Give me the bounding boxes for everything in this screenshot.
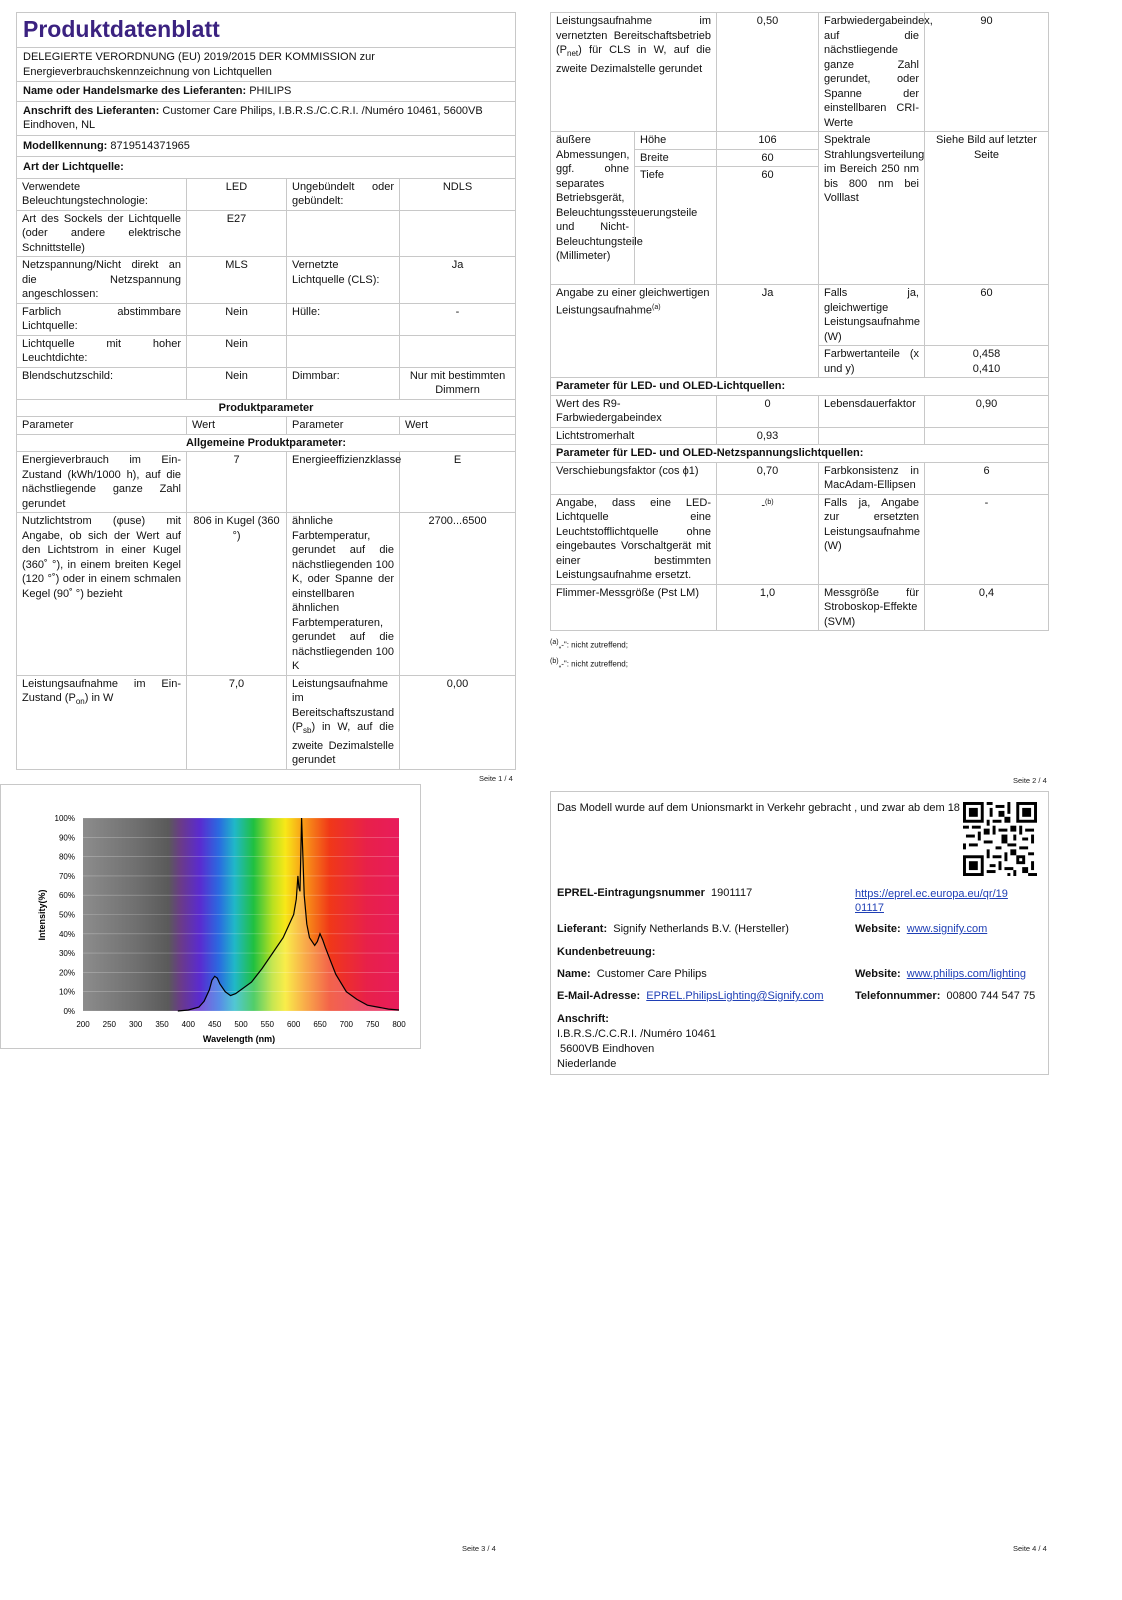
datasheet-table-page-1 [16, 12, 516, 770]
table-row [551, 132, 1049, 150]
param-value: E27 [187, 210, 287, 257]
param-value: 0,70 [717, 462, 819, 494]
param-label: Verschiebungsfaktor (cos ϕ1) [551, 462, 717, 494]
column-header: Wert [187, 417, 287, 435]
model-row [17, 135, 516, 157]
x-tick-label: 600 [286, 1020, 301, 1029]
address-label: Anschrift des Lieferanten: [23, 104, 160, 117]
x-axis-label: Wavelength (nm) [202, 1034, 276, 1044]
website-link[interactable]: www.signify.com [906, 923, 988, 935]
x-tick-label: 200 [76, 1020, 90, 1029]
param-label: Leistungsaufnahme im Ein-Zustand $(P_{on})$ in W [17, 675, 187, 769]
y-tick-label: 100% [54, 814, 75, 823]
x-tick-labels [76, 1020, 406, 1029]
param-value: 0 [717, 395, 819, 427]
param-label: Verwendete Beleuchtungstechnologie: [17, 178, 187, 210]
page-footer: Seite 1 / 4 [479, 774, 513, 783]
x-tick-label: 450 [207, 1020, 222, 1029]
supplier-info-box [550, 791, 1049, 1075]
mains-heading: Parameter für LED- und OLED-Netzspannungslichtquellen: [551, 445, 1049, 463]
led-heading: Parameter für LED- und OLED-Lichtquellen: [551, 378, 1049, 396]
y-tick-label: 0% [63, 1007, 75, 1016]
param-label: Art des Sockels der Lichtquelle (oder andere elektrische Schnittstelle) [17, 210, 187, 257]
param-value: -$^{(b)}$ [717, 494, 819, 584]
param-value: 0,50 [717, 13, 819, 132]
param-label: Farbwertanteile (x und y) [819, 346, 925, 378]
model-value: 8719514371965 [110, 139, 190, 152]
footnotes [550, 635, 1050, 672]
table-row [17, 178, 516, 210]
supplier-value: Signify Netherlands B.V. (Hersteller) [613, 923, 789, 935]
param-value: 0,458 0,410 [925, 346, 1049, 378]
type-heading: Art der Lichtquelle: [17, 157, 516, 179]
x-tick-label: 750 [365, 1020, 380, 1029]
x-tick-label: 400 [181, 1020, 196, 1029]
table-row [17, 335, 516, 367]
phone-row [855, 990, 1035, 1002]
param-label: Leistungsaufnahme im vernetzten Bereitschaftsbetrieb $(P_{net})$ für CLS in W, auf die zweite Dezimalstelle gerundet [551, 13, 717, 132]
x-tick-label: 350 [155, 1020, 169, 1029]
y-tick-label: 80% [58, 852, 75, 862]
param-value: Nur mit bestimmten Dimmern [400, 367, 516, 399]
spectrum-chart-svg [1, 785, 420, 1048]
eprel-value: 1901117 [711, 887, 753, 899]
param-value: Nein [187, 367, 287, 399]
address-value: Customer Care Philips, I.B.R.S./C.C.R.I. /Numéro 10461, 5600VB Eindhoven, NL [23, 104, 483, 131]
table-row [551, 13, 1049, 132]
param-label: Falls ja, gleichwertige Leistungsaufnahme (W) [819, 285, 925, 346]
dim-label: Breite [635, 149, 717, 167]
y-tick-label: 20% [58, 968, 75, 978]
param-label: Energieeffizienzklasse [287, 452, 400, 513]
page-1 [16, 12, 516, 770]
param-label: Angabe, dass eine LED-Lichtquelle eine Leuchtstofflichtquelle ohne eingebautes Vorschaltgerät mit einer bestimmten Leistungsaufnahme ersetzt. [551, 494, 717, 584]
eprel-link[interactable] [855, 887, 1008, 915]
page-2 [550, 12, 1050, 672]
param-value: Nein [187, 303, 287, 335]
param-label: Wert des R9-Farbwiedergabeindex [551, 395, 717, 427]
param-label: Flimmer-Messgröße (Pst LM) [551, 584, 717, 631]
dim-value: 106 [717, 132, 819, 150]
phone-label: Telefonnummer: [855, 990, 941, 1002]
param-value: 2700...6500 [400, 513, 516, 676]
customer-heading: Kundenbetreuung: [557, 946, 656, 958]
address-block [557, 1012, 716, 1072]
phone-value: 00800 744 547 75 [946, 990, 1036, 1002]
dim-label: Höhe [635, 132, 717, 150]
param-label: Netzspannung/Nicht direkt an die Netzspannung angeschlossen: [17, 257, 187, 304]
product-params-heading: Produktparameter [17, 399, 516, 417]
param-value: 0,90 [925, 395, 1049, 427]
website-label: Website: [855, 923, 901, 935]
param-value: 0,4 [925, 584, 1049, 631]
param-value: MLS [187, 257, 287, 304]
param-label: ähnliche Farbtemperatur, gerundet auf die nächstliegenden 100 K, oder Spanne der einstellbaren ähnlichen Farbtemperaturen, gerundet auf die nächstliegenden 100 K [287, 513, 400, 676]
table-row [551, 285, 1049, 346]
footnote-a: $^{(a)}$„-": nicht zutreffend; [550, 639, 628, 650]
table-row [17, 210, 516, 257]
column-headers [17, 417, 516, 435]
address-line: I.B.R.S./C.C.R.I. /Numéro 10461 [557, 1028, 716, 1040]
param-label: Nutzlichtstrom (φuse) mit Angabe, ob sich der Wert auf den Lichtstrom in einer Kugel (360˚ °), in einem breiten Kegel (120 °˚) oder in einem schmalen Kegel (90˚ °) bezieht [17, 513, 187, 676]
address-label: Anschrift: [557, 1013, 609, 1025]
param-value: 0,00 [400, 675, 516, 769]
market-text: Das Modell wurde auf dem Unionsmarkt in Verkehr gebracht , und zwar ab dem 18 [557, 802, 960, 814]
param-value: 806 in Kugel (360 °) [187, 513, 287, 676]
param-label: Hülle: [287, 303, 400, 335]
x-tick-label: 700 [339, 1020, 354, 1029]
website2-row [855, 968, 1026, 980]
param-label [287, 210, 400, 257]
empty-cell [925, 427, 1049, 445]
table-row [551, 494, 1049, 584]
y-tick-label: 10% [58, 987, 75, 997]
model-label: Modellkennung: [23, 139, 108, 152]
name-label: Name: [557, 968, 591, 980]
address-row [17, 101, 516, 135]
param-value: LED [187, 178, 287, 210]
param-value [400, 210, 516, 257]
table-row [17, 452, 516, 513]
page-footer: Seite 2 / 4 [1013, 776, 1047, 785]
x-tick-label: 500 [234, 1020, 248, 1029]
param-value: 6 [925, 462, 1049, 494]
table-row [551, 462, 1049, 494]
param-value: 0,93 [717, 427, 819, 445]
table-row [17, 303, 516, 335]
param-label: Messgröße für Stroboskop-Effekte (SVM) [819, 584, 925, 631]
website2-label: Website: [855, 968, 901, 980]
eprel-link-line-1[interactable]: https://eprel.ec.europa.eu/qr/19 [855, 888, 1008, 900]
x-tick-label: 800 [392, 1020, 406, 1029]
y-tick-label: 70% [58, 871, 75, 881]
supplier-row [557, 923, 789, 935]
table-row [551, 427, 1049, 445]
param-value: Siehe Bild auf letzter Seite [925, 132, 1049, 285]
param-label: Farblich abstimmbare Lichtquelle: [17, 303, 187, 335]
email-row [557, 990, 824, 1002]
table-row [17, 257, 516, 304]
empty-cell [819, 427, 925, 445]
param-value: NDLS [400, 178, 516, 210]
param-value: Nein [187, 335, 287, 367]
website-row [855, 923, 987, 935]
table-row [17, 513, 516, 676]
datasheet-table-page-2 [550, 12, 1049, 631]
dim-value: 60 [717, 167, 819, 285]
param-label: äußere Abmessungen, ggf. ohne separates Betriebsgerät, Beleuchtungssteuerungsteile und Nicht-Beleuchtungsteile (Millimeter) [551, 132, 635, 285]
column-header: Parameter [287, 417, 400, 435]
y-tick-label: 30% [58, 949, 75, 959]
param-value: E [400, 452, 516, 513]
y-tick-label: 40% [58, 929, 75, 939]
page-title: Produktdatenblatt [17, 13, 516, 48]
param-label: Leistungsaufnahme im Bereitschaftszustand $(P_{sb})$ in W, auf die zweite Dezimalstelle gerundet [287, 675, 400, 769]
param-label: Spektrale Strahlungsverteilung im Bereich 250 nm bis 800 nm bei Volllast [819, 132, 925, 285]
param-label: Energieverbrauch im Ein-Zustand (kWh/1000 h), auf die nächstliegende ganze Zahl gerundet [17, 452, 187, 513]
address-line: Niederlande [557, 1058, 617, 1070]
address-line: 5600VB Eindhoven [560, 1043, 655, 1055]
x-tick-label: 650 [313, 1020, 327, 1029]
supplier-label: Name oder Handelsmarke des Lieferanten: [23, 85, 247, 97]
param-value [400, 335, 516, 367]
param-label: Dimmbar: [287, 367, 400, 399]
general-heading: Allgemeine Produktparameter: [17, 434, 516, 452]
supplier-label: Lieferant: [557, 923, 608, 935]
param-label: Falls ja, Angabe zur ersetzten Leistungsaufnahme (W) [819, 494, 925, 584]
website2-link[interactable]: www.philips.com/lighting [906, 968, 1026, 980]
param-label: Ungebündelt oder gebündelt: [287, 178, 400, 210]
name-row [557, 968, 707, 980]
y-tick-labels [55, 814, 75, 1016]
name-value: Customer Care Philips [596, 968, 707, 980]
param-value: - [925, 494, 1049, 584]
param-value: 7,0 [187, 675, 287, 769]
y-tick-label: 90% [58, 833, 75, 843]
param-value: 60 [925, 285, 1049, 346]
param-value: Ja [717, 285, 819, 378]
supplier-row [17, 82, 516, 102]
email-link[interactable]: EPREL.PhilipsLighting@Signify.com [646, 990, 824, 1002]
table-row [17, 675, 516, 769]
column-header: Parameter [17, 417, 187, 435]
table-row [17, 367, 516, 399]
page-footer: Seite 4 / 4 [1013, 1544, 1047, 1553]
page-footer: Seite 3 / 4 [462, 1544, 496, 1553]
regulation-text: DELEGIERTE VERORDNUNG (EU) 2019/2015 DER KOMMISSION zur Energieverbrauchskennzeichnung von Lichtquellen [17, 48, 516, 82]
param-label: Angabe zu einer gleichwertigen Leistungsaufnahme$^{(a)}$ [551, 285, 717, 378]
param-label: Lichtquelle mit hoher Leuchtdichte: [17, 335, 187, 367]
x-tick-label: 300 [128, 1020, 143, 1029]
email-label: E-Mail-Adresse: [557, 990, 641, 1002]
x-tick-label: 250 [102, 1020, 117, 1029]
param-value: 1,0 [717, 584, 819, 631]
footnote-b: $^{(b)}$„-": nicht zutreffend; [550, 657, 628, 669]
column-header: Wert [400, 417, 516, 435]
dim-value: 60 [717, 149, 819, 167]
x-tick-label: 550 [260, 1020, 275, 1029]
qr-code-icon [963, 802, 1037, 876]
param-label: Farbwiedergabeindex, auf die nächstliegende ganze Zahl gerundet, oder Spanne der einstellbaren CRI-Werte [819, 13, 925, 132]
param-label: Farbkonsistenz in MacAdam-Ellipsen [819, 462, 925, 494]
eprel-row [557, 887, 752, 899]
dim-label: Tiefe [635, 167, 717, 285]
param-label: Lichtstromerhalt [551, 427, 717, 445]
param-value: 7 [187, 452, 287, 513]
y-tick-label: 50% [58, 910, 75, 920]
param-label: Vernetzte Lichtquelle (CLS): [287, 257, 400, 304]
param-label: Blendschutzschild: [17, 367, 187, 399]
param-label: Lebensdauerfaktor [819, 395, 925, 427]
table-row [551, 395, 1049, 427]
y-tick-label: 60% [58, 891, 75, 901]
param-value: Ja [400, 257, 516, 304]
spectrum-chart [0, 784, 421, 1049]
y-axis-label: Intensity(%) [37, 889, 47, 941]
param-label [287, 335, 400, 367]
table-row [551, 584, 1049, 631]
supplier-value: PHILIPS [249, 85, 292, 97]
param-value: 90 [925, 13, 1049, 132]
param-value: - [400, 303, 516, 335]
eprel-label: EPREL-Eintragungsnummer [557, 887, 705, 899]
eprel-link-line-2[interactable]: 01117 [855, 902, 884, 914]
